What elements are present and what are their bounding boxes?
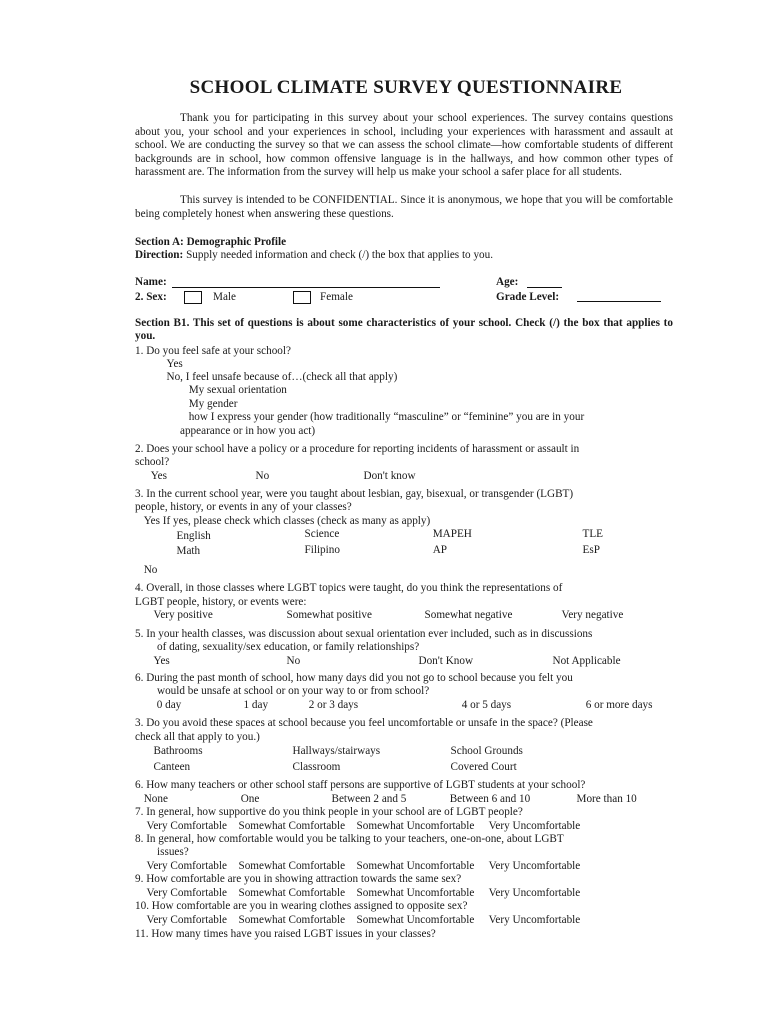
checkbox-icon bbox=[439, 761, 448, 773]
q2-text-1: 2. Does your school have a policy or a procedure for reporting incidents of harassment or assault in bbox=[135, 443, 580, 455]
checkbox-icon bbox=[407, 655, 416, 667]
checkbox-icon bbox=[293, 528, 302, 540]
name-label: Name: bbox=[135, 276, 167, 288]
checkbox-icon bbox=[439, 745, 448, 757]
sex-label: 2. Sex: bbox=[135, 291, 167, 303]
checkbox-icon bbox=[165, 545, 174, 557]
checkbox-icon bbox=[142, 609, 151, 621]
scale-option[interactable] bbox=[448, 887, 580, 899]
section-a-title: Section A: Demographic Profile bbox=[135, 236, 287, 248]
q3-text-2: people, history, or events in any of your classes? bbox=[135, 501, 352, 513]
space-option[interactable] bbox=[142, 761, 190, 774]
checkbox-icon bbox=[348, 914, 357, 926]
intro-text: Thank you for participating in this survey about your school experiences. The survey contains questions about you, your school and your experiences in school, including your experiences with harassment and assault at school. We are conducting the survey so that we can assess the school climate—how comfortable students of different backgrounds are in school, how common offensive language is in the hallways, and how common other types of harassment are. The information from the survey will help us make your school a safer place for all students. bbox=[135, 112, 673, 179]
scale-option[interactable] bbox=[448, 860, 580, 872]
q9-text: 9. How comfortable are you in showing attraction towards the same sex? bbox=[135, 873, 462, 885]
q1-reason-2[interactable] bbox=[180, 398, 237, 411]
q8-text-2: issues? bbox=[157, 846, 189, 858]
q4-option[interactable] bbox=[142, 609, 213, 622]
checkbox-icon bbox=[571, 528, 580, 540]
checkbox-icon bbox=[275, 609, 284, 621]
direction-label: Direction: bbox=[135, 249, 184, 261]
class-label: MAPEH bbox=[424, 528, 464, 540]
q6-option[interactable] bbox=[453, 699, 511, 712]
checkbox-icon bbox=[142, 655, 151, 667]
section-a-direction bbox=[135, 249, 493, 262]
checkbox-icon bbox=[565, 793, 574, 805]
checkbox-icon bbox=[135, 515, 144, 527]
class-option[interactable] bbox=[571, 544, 600, 557]
class-option[interactable] bbox=[424, 544, 447, 557]
q3b-text-1: 3. Do you avoid these spaces at school because you feel uncomfortable or unsafe in the space? (Please bbox=[135, 717, 593, 729]
class-label: AP bbox=[424, 544, 439, 556]
q6b-option[interactable] bbox=[135, 793, 168, 806]
grade-level-field[interactable] bbox=[577, 301, 661, 302]
q6-option-label: 0 day bbox=[148, 699, 173, 711]
age-field[interactable] bbox=[527, 287, 562, 288]
q3-text-1: 3. In the current school year, were you taught about lesbian, gay, bisexual, or transgender (LGBT) bbox=[135, 488, 574, 500]
q6b-option-label: None bbox=[135, 793, 160, 805]
scale-label: Somewhat Comfortable bbox=[218, 860, 325, 872]
q4-text-2: LGBT people, history, or events were: bbox=[135, 596, 307, 608]
scale-option[interactable] bbox=[327, 887, 474, 899]
confidential-text: This survey is intended to be CONFIDENTIAL. Since it is anonymous, we hope that you will be comfortable being completely honest when answering these questions. bbox=[135, 194, 673, 220]
checkbox-icon bbox=[142, 761, 151, 773]
checkbox-icon bbox=[232, 699, 241, 711]
q4-option-label: Somewhat positive bbox=[275, 609, 361, 621]
q6b-option[interactable] bbox=[441, 793, 530, 806]
checkbox-icon bbox=[232, 793, 241, 805]
q6-option-label: 2 or 3 days bbox=[300, 699, 350, 711]
scale-option[interactable] bbox=[218, 820, 345, 832]
class-option[interactable] bbox=[571, 528, 603, 541]
scale-label: Very Comfortable bbox=[135, 914, 216, 926]
scale-option[interactable] bbox=[327, 860, 474, 872]
scale-option[interactable] bbox=[218, 887, 345, 899]
q2-option-label: Don't know bbox=[352, 470, 405, 482]
checkbox-icon bbox=[477, 887, 486, 899]
age-label: Age: bbox=[496, 276, 519, 288]
space-label: Canteen bbox=[142, 761, 179, 773]
checkbox-icon bbox=[155, 371, 164, 383]
class-option[interactable] bbox=[424, 528, 472, 541]
q6b-option-label: More than 10 bbox=[565, 793, 626, 805]
class-label: EsP bbox=[571, 544, 589, 556]
q8-text-1: 8. In general, how comfortable would you be talking to your teachers, one-on-one, about LGBT bbox=[135, 833, 564, 845]
q6-option[interactable] bbox=[232, 699, 268, 712]
q6b-option-label: Between 6 and 10 bbox=[441, 793, 522, 805]
checkbox-icon bbox=[300, 699, 309, 711]
class-label: Science bbox=[293, 528, 328, 540]
q6-text-1: 6. During the past month of school, how many days did you not go to school because you felt you bbox=[135, 672, 573, 684]
space-option[interactable] bbox=[439, 745, 523, 758]
q4-option-label: Somewhat negative bbox=[413, 609, 501, 621]
checkbox-icon bbox=[477, 860, 486, 872]
checkbox-icon bbox=[142, 470, 151, 482]
checkbox-icon bbox=[180, 384, 189, 396]
checkbox-icon bbox=[135, 860, 144, 872]
class-label: Filipino bbox=[293, 544, 329, 556]
checkbox-icon bbox=[281, 761, 290, 773]
checkbox-icon bbox=[441, 793, 450, 805]
checkbox-icon bbox=[244, 470, 253, 482]
class-option[interactable] bbox=[165, 530, 211, 543]
checkbox-icon bbox=[135, 820, 144, 832]
class-label: Math bbox=[165, 545, 189, 557]
scale-label: Very Comfortable bbox=[135, 860, 216, 872]
checkbox-icon bbox=[453, 699, 462, 711]
q1-text: 1. Do you feel safe at your school? bbox=[135, 345, 291, 357]
checkbox-icon bbox=[281, 745, 290, 757]
checkbox-icon bbox=[550, 609, 559, 621]
q1-option-yes[interactable] bbox=[155, 358, 183, 371]
q8-scale bbox=[135, 860, 580, 873]
q4-option-label: Very negative bbox=[550, 609, 612, 621]
q11-text: 11. How many times have you raised LGBT issues in your classes? bbox=[135, 928, 436, 940]
q5-text-1: 5. In your health classes, was discussion about sexual orientation ever included, such as in discussions bbox=[135, 628, 593, 640]
q6-option-label: 1 day bbox=[232, 699, 257, 711]
q1-option-no[interactable] bbox=[155, 371, 397, 384]
q10-scale bbox=[135, 914, 580, 927]
q3-option-no[interactable] bbox=[135, 564, 157, 577]
checkbox-icon bbox=[348, 887, 357, 899]
class-option[interactable] bbox=[165, 545, 200, 558]
section-b1-header: Section B1. This set of questions is about some characteristics of your school. Check (/) the box that applies to you. bbox=[135, 317, 673, 342]
q9-scale bbox=[135, 887, 580, 900]
scale-label: Somewhat Comfortable bbox=[218, 914, 325, 926]
space-option[interactable] bbox=[142, 745, 203, 758]
q6-option-label: 6 or more days bbox=[577, 699, 644, 711]
space-option[interactable] bbox=[281, 745, 380, 758]
checkbox-icon bbox=[142, 745, 151, 757]
female-checkbox[interactable] bbox=[293, 291, 311, 304]
q5-option[interactable] bbox=[407, 655, 473, 668]
q7-scale bbox=[135, 820, 580, 833]
scale-label: Very Comfortable bbox=[135, 887, 216, 899]
checkbox-icon bbox=[424, 544, 433, 556]
q2-option-label: No bbox=[244, 470, 258, 482]
checkbox-icon bbox=[413, 609, 422, 621]
scale-option[interactable] bbox=[327, 820, 474, 832]
q1-reason-1-label: My sexual orientation bbox=[180, 384, 279, 396]
checkbox-icon bbox=[577, 699, 586, 711]
checkbox-icon bbox=[135, 564, 144, 576]
q7-text: 7. In general, how supportive do you think people in your school are of LGBT people? bbox=[135, 806, 523, 818]
q6b-option[interactable] bbox=[232, 793, 259, 806]
space-label: Classroom bbox=[281, 761, 329, 773]
name-field[interactable] bbox=[172, 287, 440, 288]
checkbox-icon bbox=[348, 860, 357, 872]
male-label: Male bbox=[213, 291, 236, 303]
space-label: Covered Court bbox=[439, 761, 506, 773]
scale-label: Somewhat Comfortable bbox=[218, 820, 325, 832]
q5-option-label: Yes bbox=[142, 655, 159, 667]
q5-option[interactable] bbox=[142, 655, 170, 668]
q2-option[interactable] bbox=[244, 470, 269, 483]
q2-text-2: school? bbox=[135, 456, 170, 468]
scale-option[interactable] bbox=[135, 860, 227, 872]
scale-label: Somewhat Uncomfortable bbox=[327, 914, 446, 926]
scale-label: Somewhat Uncomfortable bbox=[327, 887, 446, 899]
direction-text: Supply needed information and check (/) the box that applies to you. bbox=[183, 249, 494, 261]
scale-label: Very Uncomfortable bbox=[448, 887, 540, 899]
scale-label: Somewhat Uncomfortable bbox=[327, 820, 446, 832]
scale-label: Somewhat Uncomfortable bbox=[327, 860, 446, 872]
q1-reason-3-cont: appearance or in how you act) bbox=[180, 425, 316, 437]
grade-level-label: Grade Level: bbox=[496, 291, 560, 303]
q5-text-2: of dating, sexuality/sex education, or family relationships? bbox=[157, 641, 420, 653]
q6-option[interactable] bbox=[300, 699, 358, 712]
checkbox-icon bbox=[155, 358, 164, 370]
class-option[interactable] bbox=[293, 544, 340, 557]
q1-reason-3-label: how I express your gender (how traditionally “masculine” or “feminine” you are in your bbox=[180, 411, 576, 423]
male-checkbox[interactable] bbox=[184, 291, 202, 304]
q1-reason-1[interactable] bbox=[180, 384, 287, 397]
checkbox-icon bbox=[541, 655, 550, 667]
confidential-paragraph bbox=[135, 194, 673, 221]
checkbox-icon bbox=[165, 530, 174, 542]
scale-option[interactable] bbox=[448, 914, 580, 926]
checkbox-icon bbox=[135, 914, 144, 926]
checkbox-icon bbox=[293, 544, 302, 556]
checkbox-icon bbox=[148, 699, 157, 711]
checkbox-icon bbox=[320, 793, 329, 805]
scale-label: Somewhat Comfortable bbox=[218, 887, 325, 899]
q5-option[interactable] bbox=[541, 655, 621, 668]
q2-option[interactable] bbox=[142, 470, 167, 483]
checkbox-icon bbox=[275, 655, 284, 667]
q1-reason-3[interactable] bbox=[180, 411, 584, 424]
q2-option-label: Yes bbox=[142, 470, 159, 482]
q4-option[interactable] bbox=[275, 609, 372, 622]
scale-option[interactable] bbox=[135, 914, 227, 926]
q1-no-label: No, I feel unsafe because of…(check all that apply) bbox=[155, 371, 386, 383]
checkbox-icon bbox=[571, 544, 580, 556]
checkbox-icon bbox=[352, 470, 361, 482]
checkbox-icon bbox=[135, 887, 144, 899]
q2-option[interactable] bbox=[352, 470, 416, 483]
q6b-text: 6. How many teachers or other school staff persons are supportive of LGBT students at your school? bbox=[135, 779, 586, 791]
checkbox-icon bbox=[180, 398, 189, 410]
scale-label: Very Uncomfortable bbox=[448, 860, 540, 872]
female-label: Female bbox=[320, 291, 353, 303]
q3-yes-label: Yes If yes, please check which classes (check as many as apply) bbox=[135, 515, 422, 527]
q6b-option-label: One bbox=[232, 793, 251, 805]
intro-paragraph bbox=[135, 112, 673, 180]
q4-option[interactable] bbox=[413, 609, 512, 622]
q5-option[interactable] bbox=[275, 655, 300, 668]
scale-option[interactable] bbox=[218, 914, 345, 926]
space-label: School Grounds bbox=[439, 745, 512, 757]
scale-label: Very Uncomfortable bbox=[448, 820, 540, 832]
scale-option[interactable] bbox=[135, 887, 227, 899]
q10-text: 10. How comfortable are you in wearing clothes assigned to opposite sex? bbox=[135, 900, 468, 912]
checkbox-icon bbox=[348, 820, 357, 832]
q5-option-label: No bbox=[275, 655, 289, 667]
q6b-option[interactable] bbox=[320, 793, 406, 806]
q6b-option-label: Between 2 and 5 bbox=[320, 793, 395, 805]
space-option[interactable] bbox=[281, 761, 340, 774]
class-option[interactable] bbox=[293, 528, 339, 541]
scale-label: Very Comfortable bbox=[135, 820, 216, 832]
checkbox-icon bbox=[180, 411, 189, 423]
q5-option-label: Not Applicable bbox=[541, 655, 610, 667]
q4-option[interactable] bbox=[550, 609, 623, 622]
scale-label: Very Uncomfortable bbox=[448, 914, 540, 926]
scale-option[interactable] bbox=[218, 860, 345, 872]
q6-text-2: would be unsafe at school or on your way to or from school? bbox=[157, 685, 430, 697]
class-label: TLE bbox=[571, 528, 592, 540]
class-label: English bbox=[165, 530, 200, 542]
q6-option[interactable] bbox=[577, 699, 653, 712]
scale-option[interactable] bbox=[448, 820, 580, 832]
q5-option-label: Don't Know bbox=[407, 655, 462, 667]
space-option[interactable] bbox=[439, 761, 517, 774]
q1-reason-2-label: My gender bbox=[180, 398, 229, 410]
page-title: SCHOOL CLIMATE SURVEY QUESTIONNAIRE bbox=[189, 77, 623, 98]
q6-option-label: 4 or 5 days bbox=[453, 699, 503, 711]
checkbox-icon bbox=[477, 914, 486, 926]
q6b-option[interactable] bbox=[565, 793, 637, 806]
q3-no-label: No bbox=[135, 564, 149, 576]
checkbox-icon bbox=[424, 528, 433, 540]
q6-option[interactable] bbox=[148, 699, 181, 712]
q3b-text-2: check all that apply to you.) bbox=[135, 731, 260, 743]
q1-yes-label: Yes bbox=[155, 358, 172, 370]
space-label: Hallways/stairways bbox=[281, 745, 369, 757]
q4-option-label: Very positive bbox=[142, 609, 202, 621]
scale-option[interactable] bbox=[135, 820, 227, 832]
space-label: Bathrooms bbox=[142, 745, 192, 757]
checkbox-icon bbox=[477, 820, 486, 832]
q4-text-1: 4. Overall, in those classes where LGBT topics were taught, do you think the representations of bbox=[135, 582, 563, 594]
q3-option-yes[interactable] bbox=[135, 515, 430, 528]
scale-option[interactable] bbox=[327, 914, 474, 926]
checkbox-icon bbox=[135, 793, 144, 805]
